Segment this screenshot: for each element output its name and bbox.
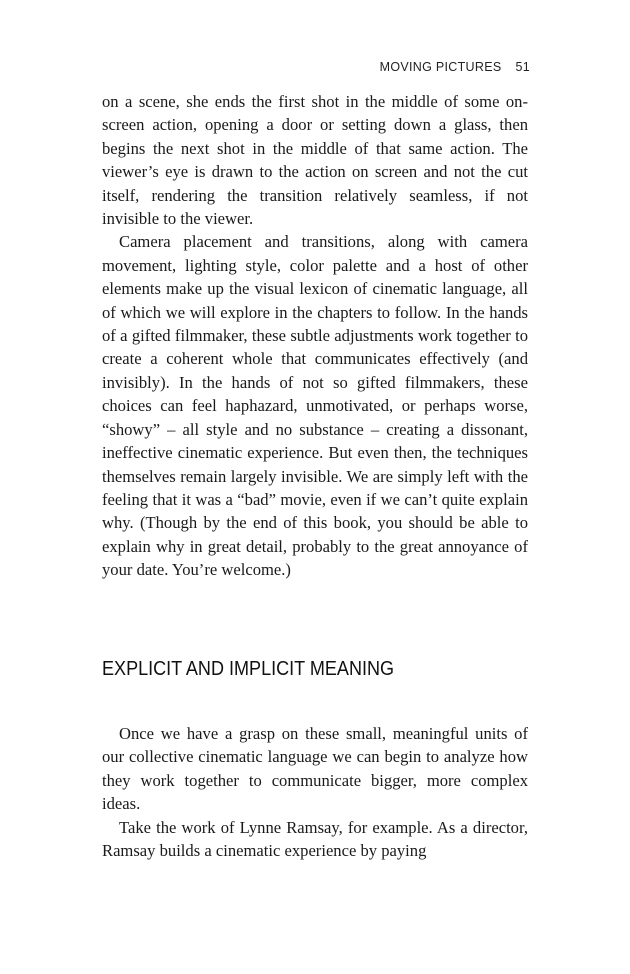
section-heading: EXPLICIT AND IMPLICIT MEANING — [102, 657, 395, 680]
paragraph-continued: on a scene, she ends the first shot in the middle of some on-screen action, opening a door or setting down a glass, then begins the next shot in the middle of that same action. The viewer’s eye is drawn to the action on screen and not the cut itself, rendering the transition relatively seamless, if not invisible to the viewer. — [102, 92, 528, 229]
running-header — [380, 60, 530, 74]
running-title: MOVING PICTURES — [379, 60, 502, 74]
paragraph: Take the work of Lynne Ramsay, for example. As a director, Ramsay builds a cinematic experience by paying — [102, 817, 528, 861]
paragraph: Once we have a grasp on these small, meaningful units of our collective cinematic language we can begin to analyze how they work together to communicate bigger, more complex ideas. — [102, 724, 528, 814]
body-text-after-heading — [102, 722, 528, 862]
paragraph: Camera placement and transitions, along with camera movement, lighting style, color palette and a host of other elements make up the visual lexicon of cinematic language, all of which we will explore in the chapters to follow. In the hands of a gifted filmmaker, these subtle adjustments work together to create a coherent whole that communicates effectively (and invisibly). In the hands of not so gifted filmmakers, these choices can feel haphazard, unmotivated, or perhaps worse, “showy” – all style and no substance – creating a dissonant, ineffective cinematic experience. But even then, the techniques themselves remain largely invisible. We are simply left with the feeling that it was a “bad” movie, even if we can’t quite explain why. (Though by the end of this book, you should be able to explain why in great detail, probably to the great annoyance of your date. You’re welcome.) — [102, 232, 528, 580]
page-number: 51 — [515, 60, 530, 74]
body-text-before-heading — [102, 90, 528, 582]
